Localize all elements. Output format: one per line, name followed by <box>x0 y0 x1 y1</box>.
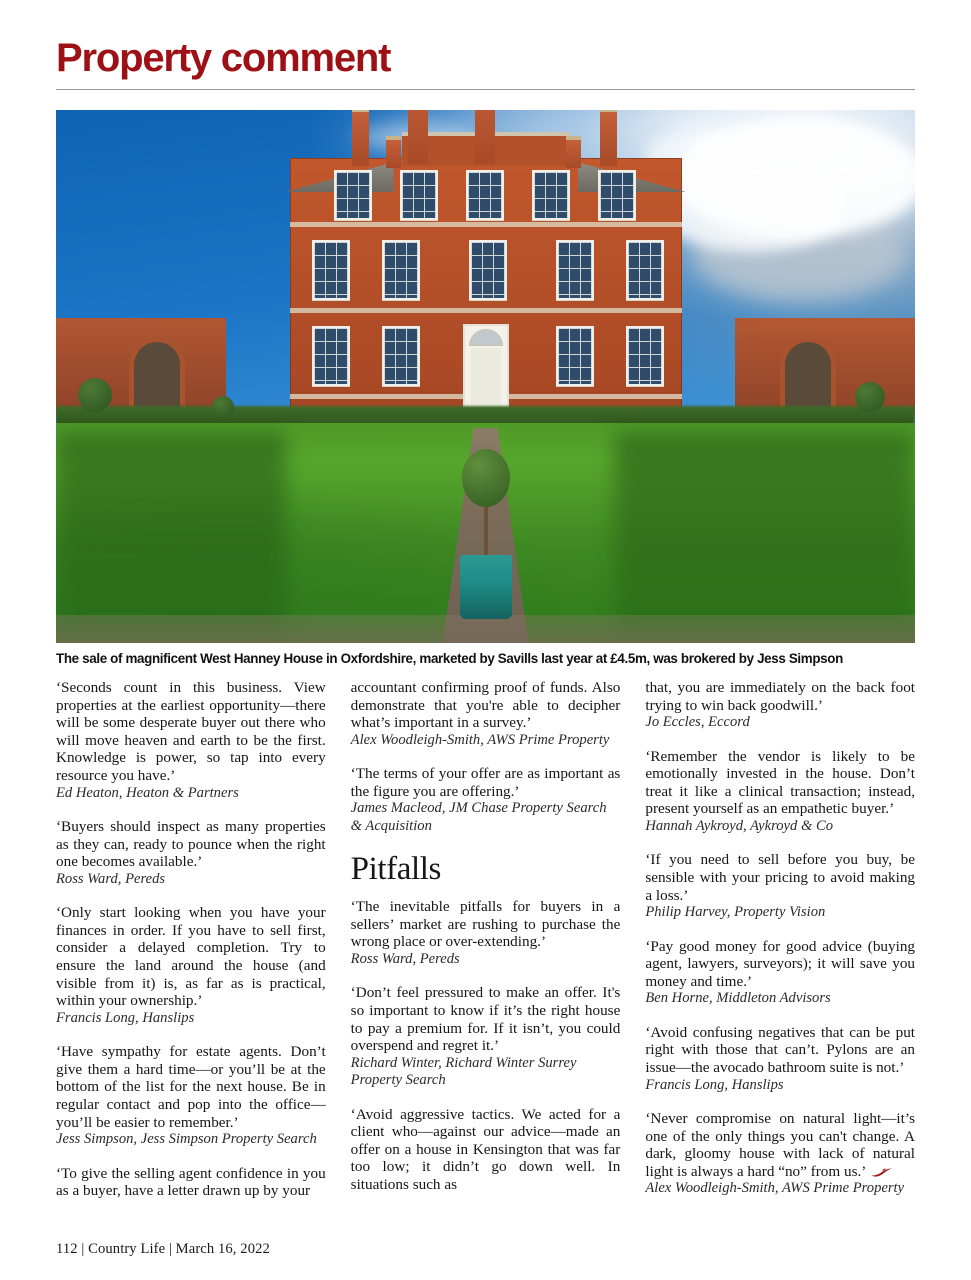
window <box>469 240 507 300</box>
chimney <box>566 136 581 168</box>
section-subhead: Pitfalls <box>350 851 441 888</box>
window <box>532 170 570 220</box>
quote-attribution: Ross Ward, Pereds <box>350 950 460 967</box>
quote-attribution: Ben Horne, Middleton Advisors <box>645 990 831 1007</box>
article-columns <box>56 679 915 1200</box>
quote-block <box>56 1043 326 1148</box>
window <box>556 240 594 300</box>
quote-block <box>351 984 621 1089</box>
planter <box>460 555 512 619</box>
quote-text: accountant confirming proof of funds. Also demonstrate that you're able to decipher what’s important in a survey.’ <box>350 679 621 732</box>
lawn-shadow <box>56 433 286 643</box>
quote-block <box>645 938 915 1008</box>
quote-text: ‘Remember the vendor is likely to be emotionally invested in the house. Don’t treat it like a clinical transaction; instead, present yourself as an empathetic buyer.’ <box>645 747 916 818</box>
quote-block <box>351 898 621 968</box>
window <box>466 170 504 220</box>
lawn-shadow <box>615 433 915 643</box>
wall-archway <box>134 342 180 414</box>
gravel-path-foreground <box>56 615 915 643</box>
quote-text: ‘The inevitable pitfalls for buyers in a sellers’ market are rushing to purchase the wrong place or over-extending.’ <box>350 898 621 951</box>
quote-text: ‘Buyers should inspect as many properties as they can, ready to pounce when the right one becomes available.’ <box>56 817 326 871</box>
string-course <box>290 308 682 313</box>
page-footer: 112 | Country Life | March 16, 2022 <box>56 1241 270 1257</box>
window <box>598 170 636 220</box>
photo-caption: The sale of magnificent West Hanney House in Oxfordshire, marketed by Savills last year at £4.5m, was brokered by Jess Simpson <box>56 651 843 666</box>
window <box>312 326 350 386</box>
quote-text: ‘Have sympathy for estate agents. Don’t give them a hard time—or you’ll be at the bottom of the list for the next house. Be in regular contact and pop into the office—you’ll be easier to remember.’ <box>56 1043 326 1131</box>
fanlight <box>469 329 503 346</box>
quote-attribution: Alex Woodleigh-Smith, AWS Prime Property <box>645 1180 905 1197</box>
quote-block <box>56 818 326 888</box>
quote-text: ‘Avoid aggressive tactics. We acted for a client who—against our advice—made an offer on a house in Kensington that was far too low; it didn’t go down well. In situations such as <box>350 1105 621 1193</box>
quote-block <box>56 904 326 1027</box>
masthead <box>56 0 915 90</box>
photo-figure <box>56 110 915 666</box>
front-door <box>463 324 509 408</box>
quote-text: ‘If you need to sell before you buy, be sensible with your pricing to avoid making a loss.’ <box>645 851 916 904</box>
quote-attribution: Ross Ward, Pereds <box>56 870 166 887</box>
quote-attribution: Alex Woodleigh-Smith, AWS Prime Property <box>350 731 610 748</box>
house-photograph <box>56 110 915 643</box>
pheasant-endmark-icon <box>871 1167 893 1177</box>
door-panel <box>471 348 501 406</box>
window <box>400 170 438 220</box>
quote-text <box>645 1110 915 1180</box>
quote-attribution: Jess Simpson, Jess Simpson Property Search <box>56 1131 317 1148</box>
topiary-tree <box>462 449 510 507</box>
quote-text: ‘Pay good money for good advice (buying agent, lawyers, surveyors); it will save you money and time.’ <box>645 937 916 990</box>
window <box>626 326 664 386</box>
quote-block <box>645 851 915 921</box>
quote-text: ‘Seconds count in this business. View properties at the earliest opportunity—there will be some desperate buyer out there who will move heaven and earth to be the first. Knowledge is power, so tap into every resource you have.’ <box>56 679 326 784</box>
quote-text-inner: ‘Never compromise on natural light—it’s one of the only things you can't change. A dark, gloomy house with lack of natural light is always a hard “no” from us.’ <box>645 1109 916 1180</box>
quote-attribution: Ed Heaton, Heaton & Partners <box>56 784 239 801</box>
chimney <box>600 110 617 166</box>
quote-block <box>645 748 915 836</box>
chimney <box>408 110 428 164</box>
quote-text: ‘Don’t feel pressured to make an offer. It's so important to know if it’s the right house to pay a premium for. If it isn’t, you could overspend and regret it.’ <box>350 984 621 1055</box>
window <box>382 326 420 386</box>
quote-attribution: Hannah Aykroyd, Aykroyd & Co <box>645 817 834 834</box>
window <box>334 170 372 220</box>
window <box>382 240 420 300</box>
masthead-rule <box>56 89 915 90</box>
quote-text: ‘To give the selling agent confidence in you as a buyer, have a letter drawn up by your <box>56 1164 326 1200</box>
quote-attribution: Francis Long, Hanslips <box>645 1076 784 1093</box>
quote-attribution: Philip Harvey, Property Vision <box>645 904 826 921</box>
quote-attribution: Jo Eccles, Eccord <box>645 714 750 731</box>
topiary-shrub <box>212 396 234 418</box>
quote-text: ‘Avoid confusing negatives that can be put right with those that can’t. Pylons are an issue—the avocado bathroom suite is not.’ <box>645 1023 916 1076</box>
quote-block <box>56 679 326 802</box>
quote-block-continued <box>56 1165 326 1200</box>
quote-text: that, you are immediately on the back foot trying to win back goodwill.’ <box>645 679 916 714</box>
chimney <box>475 110 495 164</box>
quote-block-continued <box>351 1106 621 1194</box>
quote-attribution: Richard Winter, Richard Winter Surrey Property Search <box>350 1054 577 1089</box>
quote-attribution: Francis Long, Hanslips <box>56 1009 195 1026</box>
quote-block-continuation <box>351 679 621 749</box>
topiary-shrub <box>78 378 112 412</box>
window <box>626 240 664 300</box>
column-1 <box>56 679 326 1200</box>
quote-block <box>351 765 621 835</box>
window <box>556 326 594 386</box>
page-title: Property comment <box>56 36 391 80</box>
window <box>312 240 350 300</box>
column-3 <box>645 679 915 1200</box>
quote-block <box>645 1024 915 1094</box>
cloud <box>655 166 845 252</box>
string-course <box>290 222 682 227</box>
wall-archway <box>785 342 831 414</box>
quote-attribution: James Macleod, JM Chase Property Search & Acquisition <box>350 800 607 834</box>
quote-text: ‘Only start looking when you have your finances in order. If you have to sell first, consider a delayed completion. Try to ensure the land around the house (and visible from it) is, as far as is practical, within your ownership.’ <box>56 904 326 1010</box>
quote-text: ‘The terms of your offer are as important as the figure you are offering.’ <box>350 765 621 800</box>
column-2 <box>351 679 621 1200</box>
chimney <box>386 136 401 168</box>
topiary-shrub <box>855 382 885 412</box>
chimney <box>352 110 369 166</box>
quote-block-final <box>645 1110 915 1198</box>
quote-block-continuation <box>645 679 915 732</box>
tree-trunk <box>484 499 488 555</box>
